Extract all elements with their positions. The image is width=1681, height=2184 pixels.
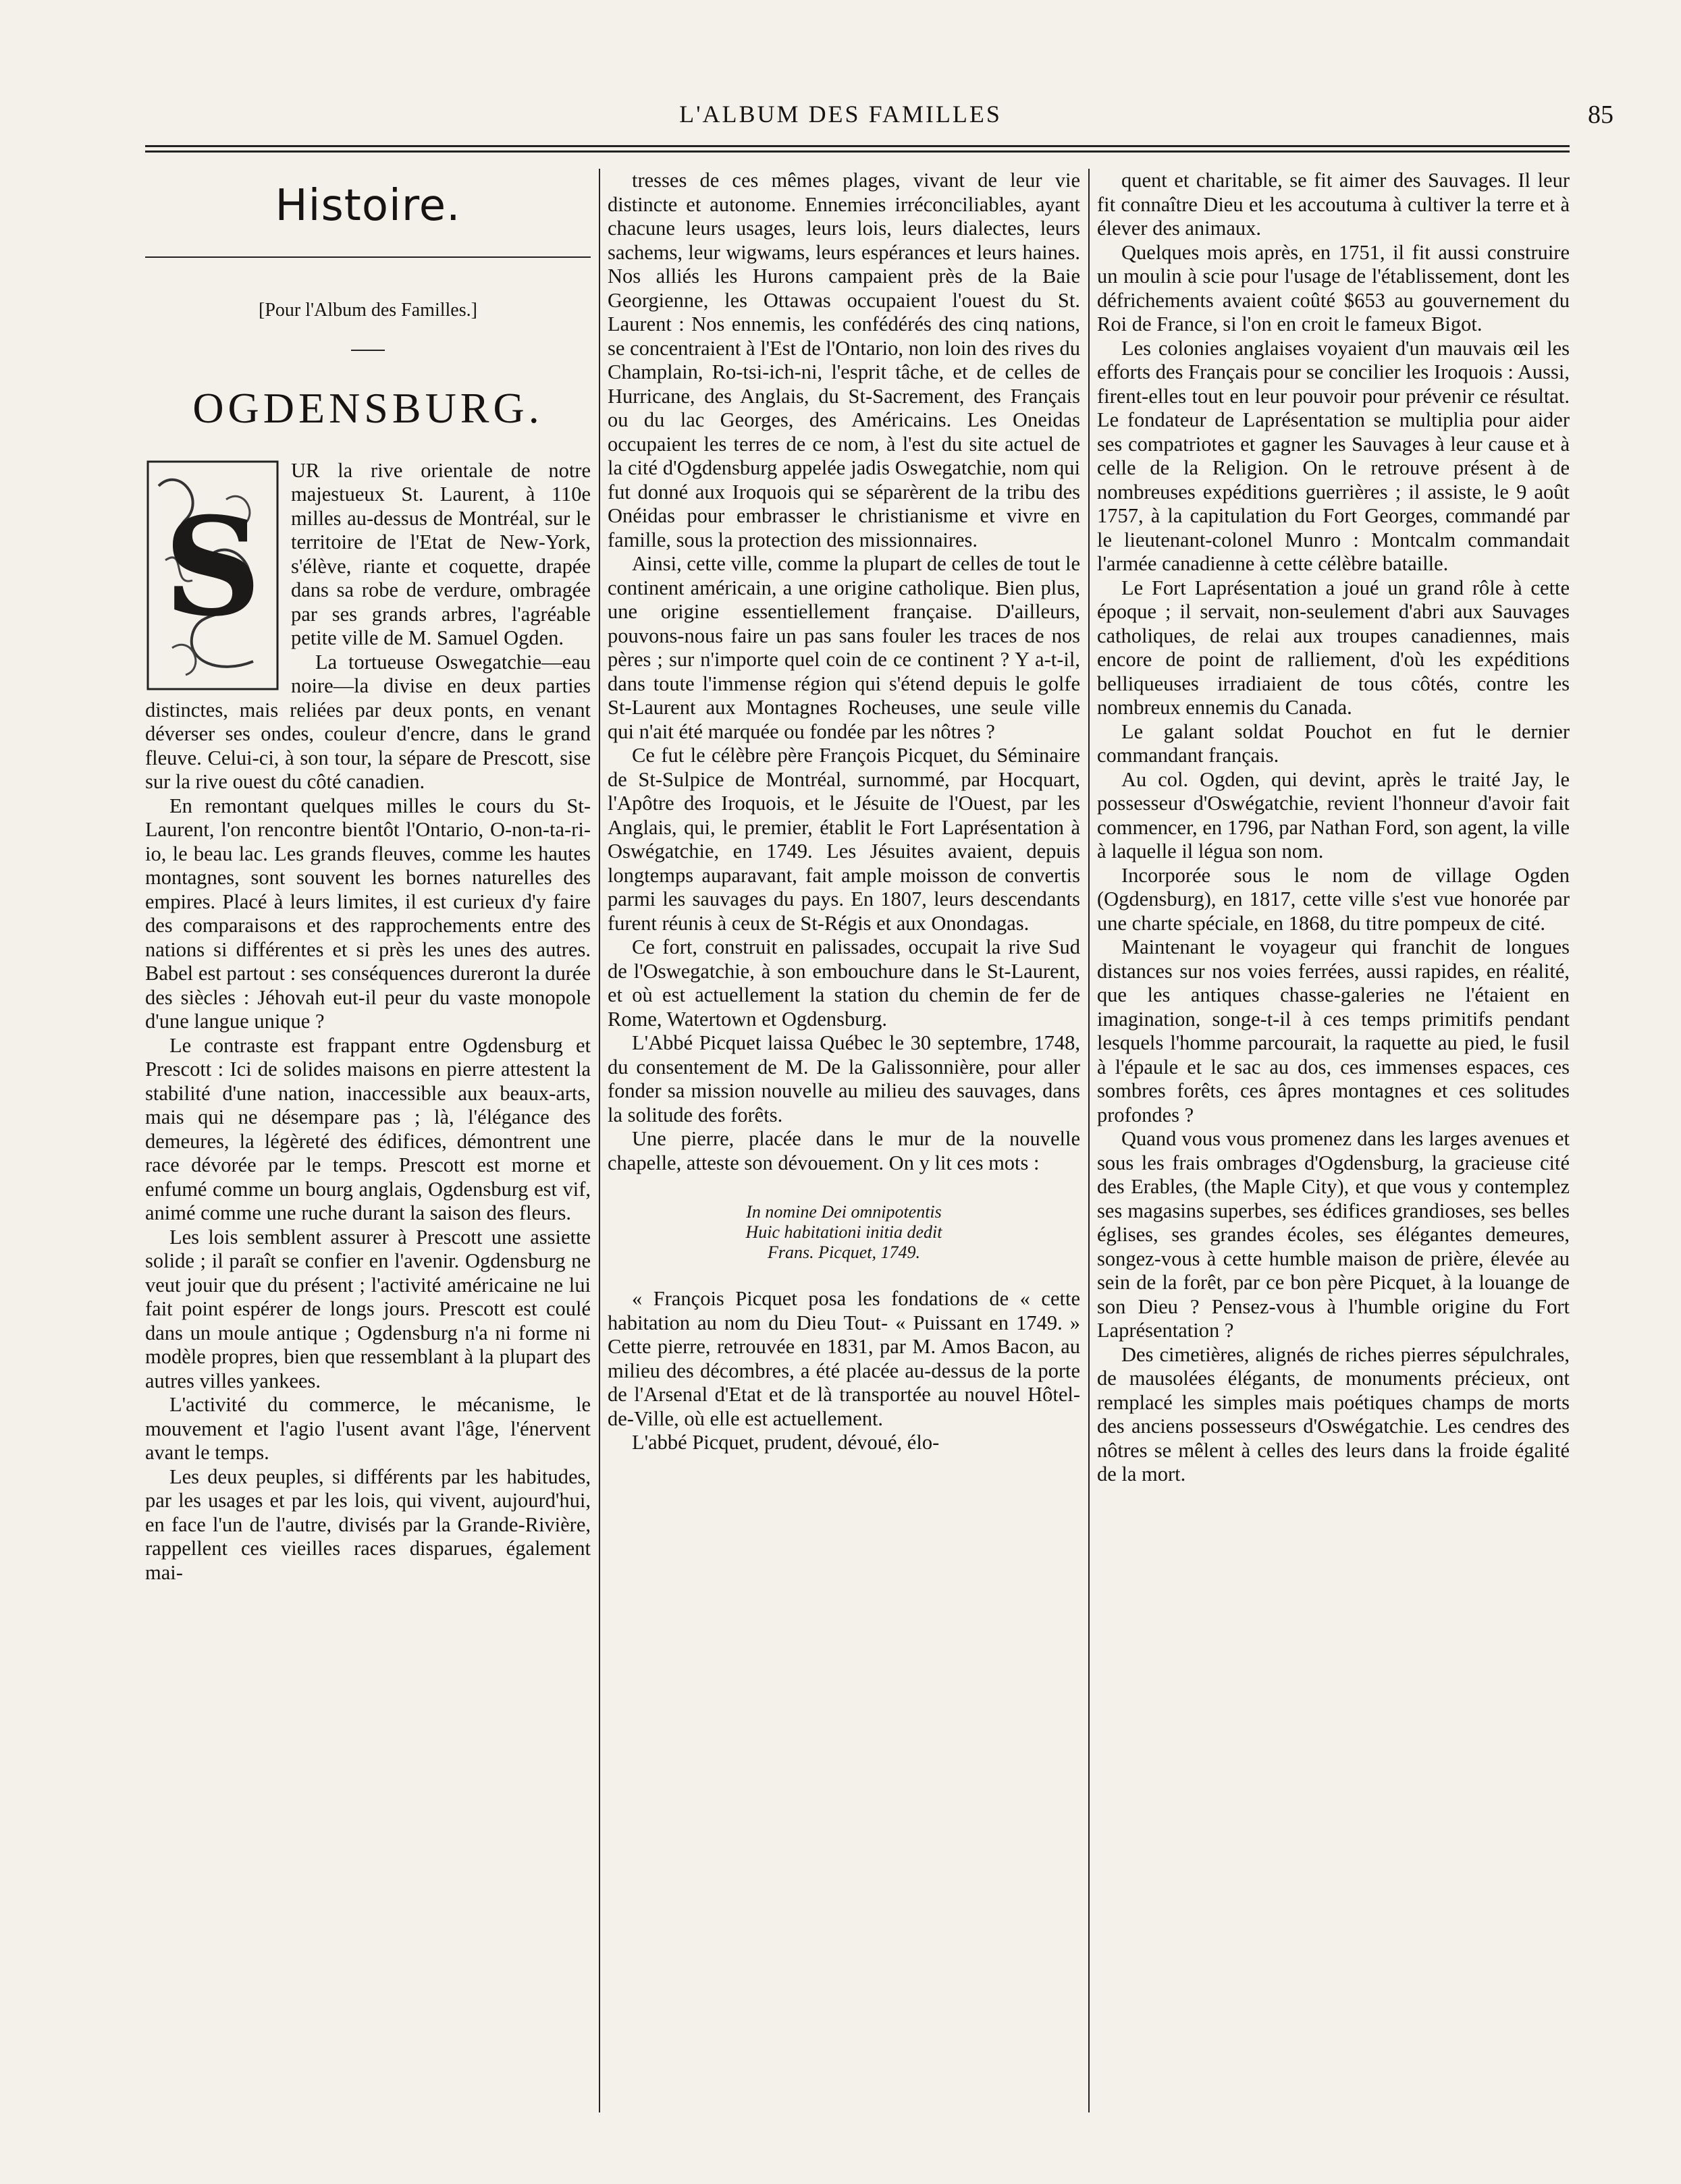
column-2-paragraph: tresses de ces mêmes plages, vivant de leur vie distincte et autonome. Ennemies irréconciliables, ayant chacune leurs usages, leurs lois, leurs dialectes, leurs sachems, leur wigwams, leurs espérances et leurs haines. Nos alliés les Hurons campaient près de la Baie Georgienne, les Ottawas occupaient l'ouest du St. Laurent : Nos ennemis, les confédérés des cinq nations, se concentraient à l'Est de l'Ontario, non loin des rives du Champlain, Ro-tsi-ich-ni, l'esprit tâche, et de celles de Hurricane, des Anglais, du St-Sacrement, des Français ou du lac Georges, des Américains. Les Oneidas occupaient les terres de ce nom, à l'est du site actuel de la cité d'Ogdensburg appelée jadis Oswegatchie, nom qui fut donné aux Iroquois qui se séparèrent de la tribu des Onéidas pour embrasser le christianisme et vivre en famille, sous la protection des missionnaires. [608,169,1080,551]
column-3-paragraph: Au col. Ogden, qui devint, après le traité Jay, le possesseur d'Oswégatchie, revient l'honneur d'avoir fait commencer, en 1796, par Nathan Ford, son agent, la ville à laquelle il légua son nom. [1097,767,1570,863]
column-1-paragraph: Les lois semblent assurer à Prescott une assiette solide ; il paraît se confier en l'avenir. Ogdensburg ne veut jouir que du présent ; l'activité américaine ne lui fait point espérer de longs jours. Prescott est coulé dans un moule antique ; Ogdensburg n'a ni forme ni modèle propres, bien que ressemblant à la plupart des autres villes yankees. [145,1225,591,1392]
source-note: [Pour l'Album des Familles.] [259,300,477,321]
dropcap-letter: S [163,487,262,647]
column-1-paragraph: UR la rive orientale de notre majestueux St. Laurent, à 110e milles au-dessus de Montréal, sur le territoire de l'Etat de New-York, s'élève, riante et coquette, drapée dans sa robe de verdure, ombragée par ses grands arbres, l'agréable petite ville de M. Samuel Ogden. [291,458,591,649]
column-2 [608,169,1080,2126]
inscription-line-3: Frans. Picquet, 1749. [767,1243,921,1262]
running-title: L'ALBUM DES FAMILLES [679,101,1002,128]
column-2-paragraph: Ainsi, cette ville, comme la plupart de celles de tout le continent américain, a une origine catholique. Bien plus, une origine essentiellement française. D'ailleurs, pouvons-nous faire un pas sans fouler les traces de nos pères ; sur n'importe quel coin de ce continent ? Y a-t-il, dans toute l'immense région qui s'étend depuis le golfe St-Laurent aux Montagnes Rocheuses, une seule ville qui n'ait été marquée ou fondée par les nôtres ? [608,552,1080,743]
page-number: 85 [1588,101,1613,129]
inscription-line-1: In nomine Dei omnipotentis [746,1202,942,1222]
section-rule [145,256,591,258]
column-3-paragraph: quent et charitable, se fit aimer des Sauvages. Il leur fit connaître Dieu et les accoutuma à cultiver la terre et à élever des animaux. [1097,169,1570,240]
column-2-paragraph: Ce fut le célèbre père François Picquet, du Séminaire de St-Sulpice de Montréal, surnommé, par Hocquart, l'Apôtre des Iroquois, et le Jésuite de l'Ouest, par les Anglais, qui, le premier, établit le Fort Laprésentation à Oswégatchie, en 1749. Les Jésuites avaient, depuis longtemps auparavant, fait ample moisson de convertis parmi les sauvages du pays. En 1807, leurs descendants furent réunis à ceux de St-Régis et aux Onondagas. [608,744,1080,935]
column-1-paragraph: En remontant quelques milles le cours du St-Laurent, l'on rencontre bientôt l'Ontario, O-non-ta-ri-io, le beau lac. Les grands fleuves, comme les hautes montagnes, sont souvent les bornes naturelles des empires. Placé à leurs limites, il est curieux d'y faire des comparaisons et des rapprochements entre des nations si différentes et si près les unes des autres. Babel est partout : ses conséquences dureront la durée des siècles : Jéhovah eut-il peur du vaste monopole d'une langue unique ? [145,794,591,1033]
title-dash [351,350,385,351]
column-2-paragraph: L'abbé Picquet, prudent, dévoué, élo- [632,1431,940,1454]
column-3 [1097,169,1570,2126]
column-3-paragraph: Incorporée sous le nom de village Ogden (Ogdensburg), en 1817, cette ville s'est vue honorée par une charte spéciale, en 1868, du titre pompeux de cité. [1097,863,1570,935]
column-1 [145,169,591,2126]
column-3-paragraph: Quelques mois après, en 1751, il fit aussi construire un moulin à scie pour l'usage de l'établissement, dont les défrichements avaient coûté $653 au gouvernement du Roi de France, si l'on en croit le fameux Bigot. [1097,240,1570,335]
column-1-paragraph: L'activité du commerce, le mécanisme, le mouvement et l'agio l'usent avant l'âge, l'énervent avant le temps. [145,1393,591,1464]
column-3-paragraph: Les colonies anglaises voyaient d'un mauvais œil les efforts des Français pour se concilier les Iroquois : Aussi, firent-elles tout en leur pouvoir pour prévenir ce résultat. Le fondateur de Laprésentation se multiplia pour aider ses compatriotes et gagner les Sauvages à leur cause et à celle de la Religion. On le retrouve présent à de nombreuses expéditions guerrières ; il assiste, le 9 août 1757, à la capitulation du Fort Georges, commandé par le lieutenant-colonel Munro : Montcalm commandait l'armée canadienne à cette célèbre bataille. [1097,336,1570,575]
column-2-paragraph: Ce fort, construit en palissades, occupait la rive Sud de l'Oswegatchie, à son embouchure dans le St-Laurent, et où est actuellement la station du chemin de fer de Rome, Watertown et Ogdensburg. [608,935,1080,1031]
inscription [608,1202,1080,1263]
column-1-paragraph: La tortueuse Oswegatchie—eau noire—la divise en deux parties distinctes, mais reliées par deux ponts, en venant déverser ses ondes, couleur d'encre, dans le grand fleuve. Celui-ci, à son tour, la sépare de Prescott, sise sur la rive ouest du côté canadien. [145,650,591,793]
column-3-paragraph: Le galant soldat Pouchot en fut le dernier commandant français. [1097,719,1570,767]
section-title: Histoire. [275,181,461,231]
article-title: OGDENSBURG. [192,383,543,432]
inscription-line-2: Huic habitationi initia dedit [745,1222,942,1242]
column-3-paragraph: Quand vous vous promenez dans les larges avenues et sous les frais ombrages d'Ogdensburg, la gracieuse cité des Erables, (the Maple City), et que vous y contemplez ses magasins superbes, ses édifices grandioses, ses belles églises, ses grandes écoles, ses élégantes demeures, songez-vous à cette humble maison de prière, élevée au sein de la forêt, par ce bon père Picquet, à la louange de son Dieu ? Pensez-vous à l'humble origine du Fort Laprésentation ? [1097,1127,1570,1342]
column-1-paragraph: Le contraste est frappant entre Ogdensburg et Prescott : Ici de solides maisons en pierre attestent la stabilité d'une nation, inaccessible aux beaux-arts, mais qui ne désempare pas ; là, l'élégance des demeures, la légèreté des édifices, démontrent une race dévorée par le temps. Prescott est morne et enfumé comme un bourg anglais, Ogdensburg est vif, animé comme une ruche durant la saison des fleurs. [145,1033,591,1224]
column-2-paragraph: Une pierre, placée dans le mur de la nouvelle chapelle, atteste son dévouement. On y lit ces mots : [608,1127,1080,1174]
column-2-paragraph: L'Abbé Picquet laissa Québec le 30 septembre, 1748, du consentement de M. De la Galissonnière, pour aller fonder sa mission nouvelle au milieu des sauvages, dans la solitude des forêts. [608,1031,1080,1126]
column-divider-2 [1088,169,1090,2112]
column-3-paragraph: Le Fort Laprésentation a joué un grand rôle à cette époque ; il servait, non-seulement d'abri aux Sauvages catholiques, de relai aux troupes canadiennes, mais encore de point de ralliement, d'où les expéditions belliqueuses irradiaient de tous côtés, contre les nombreux ennemis du Canada. [1097,576,1570,719]
header-rule-bottom [145,151,1570,153]
column-3-paragraph: Des cimetières, alignés de riches pierres sépulchrales, de mausolées élégants, de monuments précieux, ont remplacé les simples mais poétiques champs de morts des anciens possesseurs d'Oswégatchie. Les cendres des nôtres se mêlent à celles des leurs dans la froide égalité de la mort. [1097,1342,1570,1485]
header-rule-top [145,145,1570,147]
column-divider-1 [599,169,600,2112]
column-2-paragraph: « François Picquet posa les fondations de « cette habitation au nom du Dieu Tout- « Puissant en 1749. » Cette pierre, retrouvée en 1831, par M. Amos Bacon, au milieu des décombres, a été placée au-dessus de la porte de l'Arsenal d'Etat et de là transportée au nouvel Hôtel-de-Ville, où elle est actuellement. [608,1287,1080,1430]
column-1-paragraph: Les deux peuples, si différents par les habitudes, par les usages et par les lois, qui vivent, aujourd'hui, en face l'un de l'autre, divisés par la Grande-Rivière, rappellent ces vieilles races disparues, également mai- [145,1465,591,1584]
column-3-paragraph: Maintenant le voyageur qui franchit de longues distances sur nos voies ferrées, aussi rapides, en réalité, que les antiques chasse-galeries ne l'étaient en imagination, songe-t-il à ces temps primitifs pendant lesquels l'homme parcourait, la raquette au pied, le fusil à l'épaule et le sac au dos, ces immenses espaces, ces sombres forêts, ces âpres montagnes et ces solitudes profondes ? [1097,935,1570,1126]
ornate-dropcap-s [145,459,280,692]
